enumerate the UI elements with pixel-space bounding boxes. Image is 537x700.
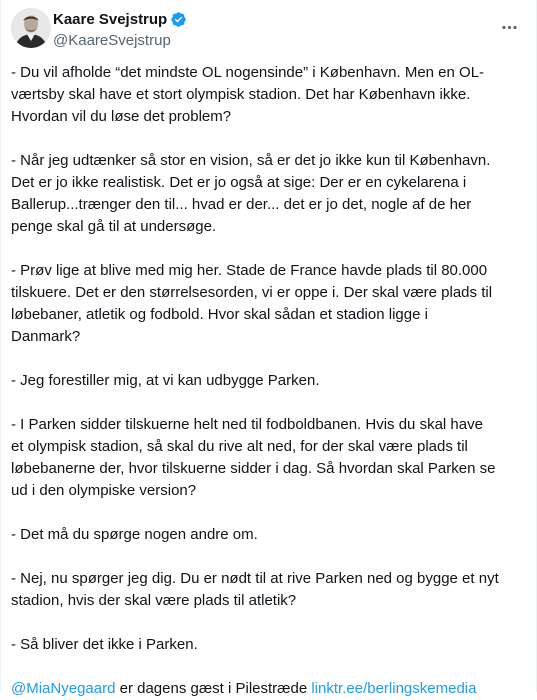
avatar-portrait-icon xyxy=(11,8,51,48)
tweet-paragraph: - Jeg forestiller mig, at vi kan udbygge Parken. xyxy=(11,372,320,389)
mention-link[interactable]: @MiaNyegaard xyxy=(11,680,116,697)
display-name[interactable]: Kaare Svejstrup xyxy=(53,10,168,28)
tweet-paragraph: - Det må du spørge nogen andre om. xyxy=(11,526,258,543)
author-names xyxy=(53,9,187,51)
tweet-text xyxy=(11,62,528,700)
tweet-paragraph: - Prøv lige at blive med mig her. Stade de France havde plads til 80.000 tilskuere. Det er den størrelsesorden, vi er oppe i. Der skal være plads til løbebaner, atletik og fodbold. Hvor skal sådan et stadion ligge i Danmark? xyxy=(11,262,493,345)
verified-badge-icon[interactable] xyxy=(170,11,187,28)
tweet-paragraph: - I Parken sidder tilskuerne helt ned til fodboldbanen. Hvis du skal have et olympisk stadion, så skal du rive alt ned, for der skal være plads til løbebanerne der, hvor tilskuerne sidder i dag. Så hvordan skal Parken se ud i den olympiske version? xyxy=(11,416,496,499)
tweet-paragraph: - Så bliver det ikke i Parken. xyxy=(11,636,198,653)
footer-text: er dagens gæst i Pilestræde xyxy=(115,680,312,697)
external-link[interactable]: linktr.ee/berlingskemedia xyxy=(311,680,477,697)
more-horizontal-icon xyxy=(500,18,519,37)
tweet-header xyxy=(11,8,528,52)
tweet-footer-line xyxy=(11,678,528,700)
author-handle[interactable]: @KaareSvejstrup xyxy=(53,32,171,49)
more-options-button[interactable] xyxy=(498,16,520,38)
avatar[interactable] xyxy=(11,8,51,48)
tweet-paragraph: - Når jeg udtænker så stor en vision, så er det jo ikke kun til København. Det er jo ikke realistisk. Det er jo også at sige: Der er en cykelarena i Ballerup...trænger den til... hvad er der... det er jo det, nogle af de her penge skal gå til at undersøge. xyxy=(11,152,491,235)
tweet-paragraph: - Nej, nu spørger jeg dig. Du er nødt til at rive Parken ned og bygge et nyt stadion, hvis der skal være plads til atletik? xyxy=(11,570,499,609)
tweet-paragraph: - Du vil afholde “det mindste OL nogensinde” i København. Men en OL- værtsby skal have et stort olympisk stadion. Det har København ikke. Hvordan vil du løse det problem? xyxy=(11,64,485,125)
display-name-row xyxy=(53,9,187,29)
